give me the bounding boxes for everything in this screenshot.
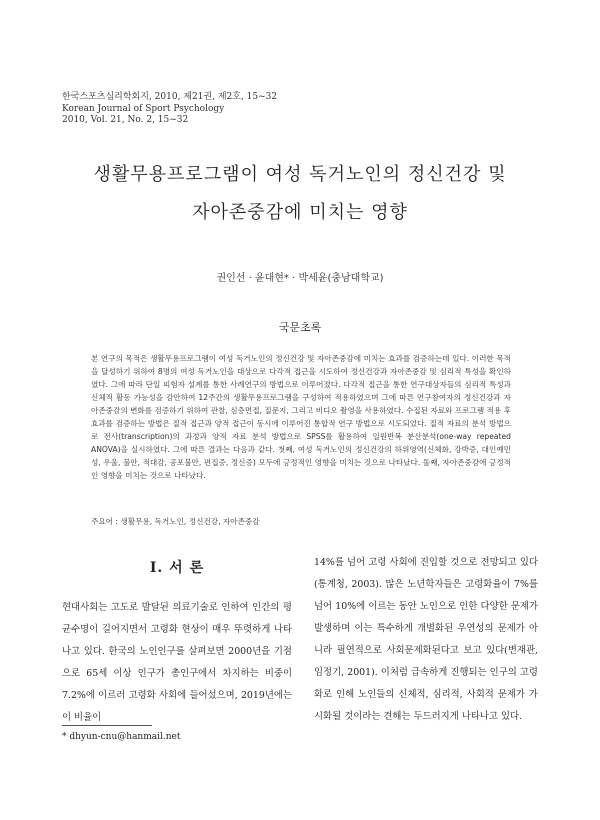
paper-title-line-2: 자아존중감에 미치는 영향 (192, 202, 408, 223)
journal-citation-english: 2010, Vol. 21, No. 2, 15~32 (62, 115, 189, 125)
journal-citation-korean: 한국스포츠심리학회지, 2010, 제21권, 제2호, 15~32 (62, 92, 278, 102)
paper-title-line-1: 생활무용프로그램이 여성 독거노인의 정신건강 및 (93, 164, 507, 185)
journal-header (62, 92, 277, 127)
abstract-body: 본 연구의 목적은 생활무용프로그램이 여성 독거노인의 정신건강 및 자아존중감에 미치는 효과를 검증하는데 있다. 이러한 목적을 달성하기 위하여 8명의 여성 독거노인을 대상으로 다각적 접근을 시도하여 정신건강과 자아존중감 및 심리적 특성을 확인하였다. 그에 따라 단일 피험자 설계를 통한 사례연구의 방법으로 이루어졌다. 다각적 접근을 통한 연구대상자들의 심리적 특성과 신체적 활동 가능성을 감안하여 12주간의 생활무용프로그램을 구성하여 적용하였으며 그에 따른 연구참여자의 정신건강과 자아존중감의 변화를 검증하기 위하여 관찰, 심층면접, 질문지, 그리고 비디오 촬영을 사용하였다. 수집된 자료와 프로그램 적용 후 효과를 검증하는 방법은 질적 접근과 양적 접근이 동시에 이루어진 통합적 연구 방법으로 시도되었다. 질적 자료의 분석 방법으로 전사(transcription)의 과정과 양적 자료 분석 방법으로 SPSS를 활용하여 일원반복 분산분석(one-way repeated ANOVA)을 실시하였다. 그에 따른 결과는 다음과 같다. 첫째, 여성 독거노인의 정신건강의 하위영역(신체화, 강박증, 대인예민성, 우울, 불안, 적대감, 공포불안, 편집증, 정신증) 모두에 긍정적인 영향을 미치는 것으로 나타났다. 둘째, 자아존중감에 긍정적인 영향을 미치는 것으로 나타났다. (91, 354, 511, 480)
body-column-left: 현대사회는 고도로 발달된 의료기술로 인하여 인간의 평균수명이 길어지면서 고령화 현상이 매우 뚜렷하게 나타나고 있다. 한국의 노인인구를 살펴보면 2000년을 기점으로 65세 이상 인구가 총인구에서 차지하는 비중이 7.2%에 이르러 고령화 사회에 들어섰으며, 2019년에는 이 비율이 (62, 602, 292, 723)
abstract-heading: 국문초록 (278, 321, 322, 334)
body-column-right: 14%를 넘어 고령 사회에 진입할 것으로 전망되고 있다(통계청, 2003). 많은 노년학자들은 고령화율이 7%를 넘어 10%에 이르는 동안 노인으로 인한 다양한 문제가 발생하며 이는 특수하게 개별화된 우연성의 문제가 아니라 필연적으로 사회문제화된다고 보고 있다(변재관, 임정기, 2001). 이처럼 급속하게 진행되는 인구의 고령화로 인해 노인들의 신체적, 심리적, 사회적 문제가 가시화될 것이라는 견해는 두드러지게 나타나고 있다. (314, 557, 538, 722)
section-title: I. 서 론 (149, 560, 205, 576)
journal-name-english: Korean Journal of Sport Psychology (62, 103, 225, 114)
authors: 권인선 · 윤대현* · 박세윤(충남대학교) (216, 273, 384, 284)
footnote-email: * dhyun-cnu@hanmail.net (62, 732, 181, 742)
keywords: 주요어 : 생활무용, 독거노인, 정신건강, 자아존중감 (91, 517, 260, 526)
footnote-divider (62, 725, 152, 726)
